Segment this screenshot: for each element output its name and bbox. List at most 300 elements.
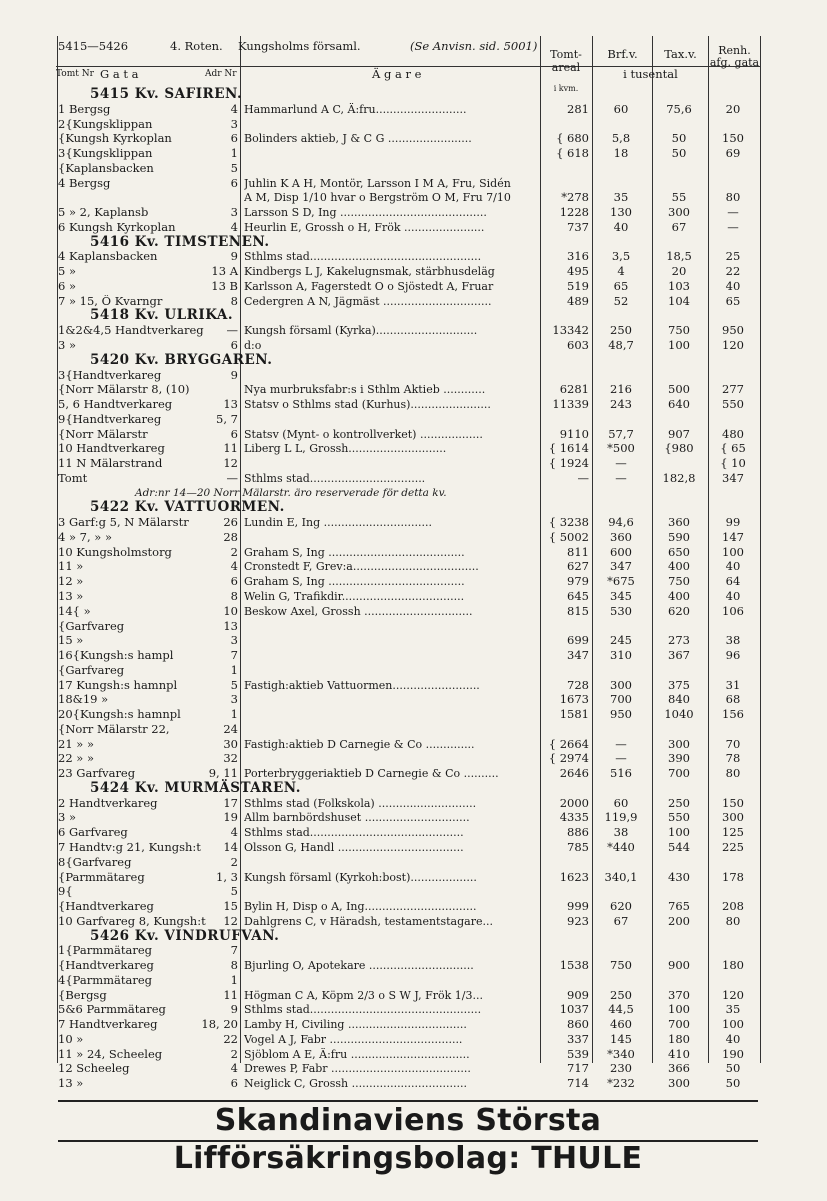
address-number: 5	[230, 884, 238, 898]
renh-value: 150	[722, 131, 744, 145]
owner: Fastigh:aktieb Vattuormen.........................	[244, 679, 480, 692]
owner: Heurlin E, Grossh o H, Frök .......................	[244, 221, 485, 234]
owner: Bjurling O, Apotekare ..............................	[244, 959, 474, 972]
tax-value: 590	[668, 530, 690, 544]
owner: Sthlms stad.................................................	[244, 1003, 482, 1016]
owner: Welin G, Trafikdir...................................	[244, 590, 465, 603]
street: 18&19 »	[58, 693, 109, 706]
owner: Lundin E, Ing ...............................	[244, 516, 432, 529]
renh-value: 31	[725, 678, 741, 692]
renh-value: 80	[725, 914, 741, 928]
address-number: 4	[230, 825, 238, 839]
address-number: 3	[230, 205, 238, 219]
street: 3 »	[58, 339, 77, 352]
address-number: 15	[223, 899, 238, 913]
tax-value: 500	[668, 382, 690, 396]
tomt-areal: 714	[567, 1076, 589, 1090]
address-number: —	[226, 471, 238, 485]
brf-value: —	[615, 471, 627, 485]
tomt-areal: { 3238	[548, 515, 589, 529]
renh-value: 22	[725, 264, 741, 278]
address-number: 17	[223, 796, 238, 810]
brf-value: 119,9	[604, 810, 638, 824]
tax-value: 67	[671, 220, 687, 234]
tax-value: 840	[668, 692, 690, 706]
tomt-areal: 1538	[559, 958, 589, 972]
brf-value: 460	[610, 1017, 632, 1031]
tax-value: {980	[664, 441, 694, 455]
street: 6 Garfvareg	[58, 826, 128, 839]
brf-value: 243	[610, 397, 632, 411]
renh-value: 300	[722, 810, 744, 824]
owner: Hammarlund A C, Ä:fru..........................	[244, 103, 467, 116]
tax-value: 104	[668, 294, 690, 308]
renh-value: 80	[725, 766, 741, 780]
parish: Kungsholms församl.	[238, 39, 361, 53]
section-heading: 5418 Kv. ULRIKA.	[90, 307, 234, 323]
rule-right	[760, 36, 761, 1063]
address-number: 19	[223, 810, 238, 824]
tomt-areal: 316	[567, 249, 589, 263]
street: 5 »	[58, 265, 77, 278]
street: 12 Scheeleg	[58, 1062, 130, 1075]
renh-value: 120	[722, 988, 744, 1002]
col-brf: Brf.v.	[607, 47, 638, 61]
section-heading: 5416 Kv. TIMSTENEN.	[90, 234, 270, 250]
tax-value: 100	[668, 1002, 690, 1016]
address-number: 6	[230, 338, 238, 352]
rule-owner	[240, 36, 241, 1063]
address-number: 3	[230, 117, 238, 131]
col-agare: Ä g a r e	[372, 67, 422, 81]
address-number: 18, 20	[201, 1017, 238, 1031]
brf-value: 345	[610, 589, 632, 603]
renh-value: 70	[725, 737, 741, 751]
street: Tomt	[58, 472, 88, 485]
address-number: 1	[230, 146, 238, 160]
owner: Kungsh församl (Kyrkoh:bost)...................	[244, 871, 477, 884]
owner: Sthlms stad............................................	[244, 826, 464, 839]
owner: Kungsh församl (Kyrka).............................	[244, 324, 478, 337]
col-tax: Tax.v.	[664, 47, 697, 61]
renh-value: 40	[725, 279, 741, 293]
tomt-areal: 627	[567, 559, 589, 573]
address-number: 1	[230, 973, 238, 987]
address-number: 4	[230, 102, 238, 116]
tomt-areal: { 618	[556, 146, 589, 160]
street: 2{Kungsklippan	[58, 118, 153, 131]
brf-value: *440	[607, 840, 635, 854]
address-number: 8	[230, 958, 238, 972]
street: 7 » 15, Ö Kvarngr	[58, 295, 163, 308]
owner: Porterbryggeriaktieb D Carnegie & Co ..........	[244, 767, 499, 780]
tomt-areal: 645	[567, 589, 589, 603]
tomt-areal: 489	[567, 294, 589, 308]
brf-value: *675	[607, 574, 635, 588]
brf-value: 60	[613, 796, 629, 810]
address-number: 4	[230, 1061, 238, 1075]
brf-value: 300	[610, 678, 632, 692]
tax-value: 375	[668, 678, 690, 692]
tomt-areal: 1037	[559, 1002, 589, 1016]
renh-value: 208	[722, 899, 744, 913]
owner: Högman C A, Köpm 2/3 o S W J, Frök 1/3...	[244, 989, 483, 1002]
owner: Dahlgrens C, v Häradsh, testamentstagare...	[244, 915, 493, 928]
brf-value: *340	[607, 1047, 635, 1061]
brf-value: 340,1	[604, 870, 638, 884]
address-number: 1	[230, 707, 238, 721]
owner: Kindbergs L J, Kakelugnsmak, stärbhusdeläg	[244, 265, 495, 278]
renh-value: 347	[722, 471, 744, 485]
renh-value: { 10	[720, 456, 746, 470]
tomt-areal: 2646	[559, 766, 589, 780]
owner: Fastigh:aktieb D Carnegie & Co ..............	[244, 738, 475, 751]
tomt-areal: 717	[567, 1061, 589, 1075]
brf-value: 60	[613, 102, 629, 116]
renh-value: 277	[722, 382, 744, 396]
brf-value: 52	[613, 294, 629, 308]
street: 12 »	[58, 575, 84, 588]
renh-value: 50	[725, 1076, 741, 1090]
tax-value: 18,5	[666, 249, 692, 263]
brf-value: *500	[607, 441, 635, 455]
owner: Bolinders aktieb, J & C G ........................	[244, 132, 472, 145]
street: 10 Handtverkareg	[58, 442, 165, 455]
tomt-areal: 860	[567, 1017, 589, 1031]
owner: Karlsson A, Fagerstedt O o Sjöstedt A, Fruar	[244, 280, 494, 293]
owner: Cedergren A N, Jägmäst ...............................	[244, 295, 492, 308]
owner: Statsv o Sthlms stad (Kurhus).......................	[244, 398, 491, 411]
renh-value: { 65	[720, 441, 746, 455]
brf-value: 130	[610, 205, 632, 219]
street: 5, 6 Handtverkareg	[58, 398, 173, 411]
section-heading: 5415 Kv. SAFIREN.	[90, 86, 243, 102]
renh-value: 180	[722, 958, 744, 972]
owner: Olsson G, Handl ....................................	[244, 841, 464, 854]
street: 1{Parmmätareg	[58, 944, 153, 957]
tomt-areal: 1581	[559, 707, 589, 721]
tax-value: 750	[668, 574, 690, 588]
street: 3{Handtverkareg	[58, 369, 162, 382]
address-number: 5, 7	[216, 412, 238, 426]
tomt-areal: 811	[567, 545, 589, 559]
brf-value: —	[615, 737, 627, 751]
tax-value: 620	[668, 604, 690, 618]
address-number: 4	[230, 559, 238, 573]
address-number: 10	[223, 604, 238, 618]
col-tusental: i tusental	[623, 67, 678, 81]
street: 9{Handtverkareg	[58, 413, 162, 426]
tax-value: 370	[668, 988, 690, 1002]
brf-value: 5,8	[611, 131, 631, 145]
tax-value: 400	[668, 559, 690, 573]
owner: Juhlin K A H, Montör, Larsson I M A, Fru, Sidén	[244, 177, 511, 190]
renh-value: 950	[722, 323, 744, 337]
tomt-areal: 281	[567, 102, 589, 116]
tomt-areal: 6281	[559, 382, 589, 396]
brf-value: —	[615, 751, 627, 765]
tax-value: 400	[668, 589, 690, 603]
tax-value: 200	[668, 914, 690, 928]
street: {Garfvareg	[58, 664, 125, 677]
address-number: 13 B	[211, 279, 238, 293]
street: 7 Handtverkareg	[58, 1018, 158, 1031]
street: 7 Handtv:g 21, Kungsh:t	[58, 841, 201, 854]
renh-value: 99	[725, 515, 741, 529]
address-number: 2	[230, 1047, 238, 1061]
col-areal-unit: i kvm.	[553, 84, 579, 93]
tomt-areal: 785	[567, 840, 589, 854]
address-number: 9	[230, 249, 238, 263]
address-number: 9	[230, 368, 238, 382]
brf-value: 245	[610, 633, 632, 647]
address-number: 9	[230, 1002, 238, 1016]
owner: Nya murbruksfabr:s i Sthlm Aktieb ............	[244, 383, 486, 396]
street: 13 »	[58, 590, 84, 603]
tomt-areal: 815	[567, 604, 589, 618]
owner: Sthlms stad.................................	[244, 472, 426, 485]
tax-value: 360	[668, 515, 690, 529]
renh-value: 40	[725, 559, 741, 573]
tax-value: 700	[668, 1017, 690, 1031]
renh-value: 225	[722, 840, 744, 854]
tomt-areal: 1228	[559, 205, 589, 219]
brf-value: 3,5	[611, 249, 631, 263]
street: 4{Parmmätareg	[58, 974, 153, 987]
renh-value: 65	[725, 294, 741, 308]
section-heading: 5424 Kv. MURMÄSTAREN.	[90, 780, 301, 796]
col-gata: G a t a	[100, 67, 139, 81]
brf-value: 250	[610, 988, 632, 1002]
renh-value: 78	[725, 751, 741, 765]
brf-value: 950	[610, 707, 632, 721]
brf-value: 35	[613, 190, 629, 204]
street: 6 »	[58, 280, 77, 293]
tomt-areal: { 5002	[548, 530, 589, 544]
tax-value: 650	[668, 545, 690, 559]
street: 4 Kaplansbacken	[58, 250, 158, 263]
tomt-areal: 4335	[559, 810, 589, 824]
tomt-areal: 2000	[559, 796, 589, 810]
address-number: 12	[223, 914, 238, 928]
tomt-areal: 1673	[559, 692, 589, 706]
tomt-areal: { 1614	[548, 441, 589, 455]
address-number: 13	[223, 619, 238, 633]
tomt-areal: 699	[567, 633, 589, 647]
tax-value: 410	[668, 1047, 690, 1061]
tax-value: 367	[668, 648, 690, 662]
street: {Garfvareg	[58, 620, 125, 633]
address-number: 7	[230, 943, 238, 957]
street: 2 Handtverkareg	[58, 797, 158, 810]
tax-value: 55	[671, 190, 687, 204]
tax-value: 907	[668, 427, 690, 441]
brf-value: 620	[610, 899, 632, 913]
address-number: 2	[230, 855, 238, 869]
address-number: 6	[230, 427, 238, 441]
address-number: 4	[230, 220, 238, 234]
brf-value: 57,7	[608, 427, 634, 441]
tomt-areal: 999	[567, 899, 589, 913]
tax-value: 180	[668, 1032, 690, 1046]
address-number: 5	[230, 678, 238, 692]
renh-value: —	[727, 205, 739, 219]
owner: Lamby H, Civiling ..................................	[244, 1018, 467, 1031]
street: 22 » »	[58, 752, 95, 765]
tax-value: 700	[668, 766, 690, 780]
street: 4 Bergsg	[58, 177, 111, 190]
col-adr-nr: Adr Nr	[205, 69, 237, 79]
tax-value: 50	[671, 146, 687, 160]
tomt-areal: { 1924	[548, 456, 589, 470]
address-number: 6	[230, 574, 238, 588]
street: {Kaplansbacken	[58, 162, 154, 175]
owner: Drewes P, Fabr ........................................	[244, 1062, 471, 1075]
address-number: 1	[230, 663, 238, 677]
brf-value: 360	[610, 530, 632, 544]
address-number: 26	[223, 515, 238, 529]
street: 20{Kungsh:s hamnpl	[58, 708, 181, 721]
renh-value: —	[727, 220, 739, 234]
district: 4. Roten.	[170, 39, 223, 53]
address-number: 13	[223, 397, 238, 411]
brf-value: *232	[607, 1076, 635, 1090]
street: 11 N Mälarstrand	[58, 457, 163, 470]
tax-value: 20	[671, 264, 687, 278]
renh-value: 25	[725, 249, 741, 263]
street: 10 Kungsholmstorg	[58, 546, 172, 559]
address-number: 1, 3	[216, 870, 238, 884]
street: 23 Garfvareg	[58, 767, 136, 780]
street: 11 »	[58, 560, 84, 573]
page-range: 5415—5426	[58, 39, 129, 53]
col-tomt-areal: Tomt- areal	[550, 48, 582, 74]
brf-value: 230	[610, 1061, 632, 1075]
owner: Allm barnbördshuset ..............................	[244, 811, 470, 824]
tax-value: 550	[668, 810, 690, 824]
address-number: 28	[223, 530, 238, 544]
street: {Handtverkareg	[58, 900, 154, 913]
address-number: 32	[223, 751, 238, 765]
address-number: 9, 11	[208, 766, 238, 780]
col-renh: Renh. afg. gata	[709, 44, 760, 69]
street: 17 Kungsh:s hamnpl	[58, 679, 178, 692]
street: {Norr Mälarstr 8, (10)	[58, 383, 190, 396]
street: 6 Kungsh Kyrkoplan	[58, 221, 176, 234]
address-number: 12	[223, 456, 238, 470]
tax-value: 75,6	[666, 102, 692, 116]
brf-value: 4	[617, 264, 625, 278]
street: {Norr Mälarstr	[58, 428, 148, 441]
street: 10 Garfvareg 8, Kungsh:t	[58, 915, 206, 928]
address-number: 14	[223, 840, 238, 854]
brf-value: 65	[613, 279, 629, 293]
owner: A M, Disp 1/10 hvar o Bergström O M, Fru 7/10	[244, 191, 511, 204]
street: 11 » 24, Scheeleg	[58, 1048, 163, 1061]
brf-value: 44,5	[608, 1002, 634, 1016]
brf-value: 18	[613, 146, 629, 160]
renh-value: 125	[722, 825, 744, 839]
address-number: 8	[230, 589, 238, 603]
street: 9{	[58, 885, 73, 898]
renh-value: 40	[725, 1032, 741, 1046]
renh-value: 147	[722, 530, 744, 544]
tax-value: 273	[668, 633, 690, 647]
tax-value: 765	[668, 899, 690, 913]
street: {Norr Mälarstr 22,	[58, 723, 170, 736]
street: 13 »	[58, 1077, 84, 1090]
owner: Sthlms stad.................................................	[244, 250, 482, 263]
renh-value: 120	[722, 338, 744, 352]
renh-value: 156	[722, 707, 744, 721]
owner: Sthlms stad (Folkskola) ............................	[244, 797, 477, 810]
street: 3{Kungsklippan	[58, 147, 153, 160]
brf-value: —	[615, 456, 627, 470]
address-number: —	[226, 323, 238, 337]
tomt-areal: 737	[567, 220, 589, 234]
brf-value: 600	[610, 545, 632, 559]
renh-value: 40	[725, 589, 741, 603]
brf-value: 38	[613, 825, 629, 839]
street: 5 » 2, Kaplansb	[58, 206, 149, 219]
tomt-areal: 1623	[559, 870, 589, 884]
street: {Parmmätareg	[58, 871, 145, 884]
address-number: 5	[230, 161, 238, 175]
renh-value: 64	[725, 574, 741, 588]
renh-value: 50	[725, 1061, 741, 1075]
address-number: 22	[223, 1032, 238, 1046]
address-number: 3	[230, 692, 238, 706]
tomt-areal: —	[577, 471, 589, 485]
col-tomt-nr: Tomt Nr	[56, 69, 94, 79]
tax-value: 430	[668, 870, 690, 884]
advertisement-banner: Skandinaviens Största Lifförsäkringsbolag: THULE	[58, 1100, 758, 1142]
renh-value: 96	[725, 648, 741, 662]
tax-value: 300	[668, 205, 690, 219]
address-number: 6	[230, 1076, 238, 1090]
section-heading: 5420 Kv. BRYGGAREN.	[90, 352, 273, 368]
renh-value: 68	[725, 692, 741, 706]
address-number: 24	[223, 722, 238, 736]
address-number: 6	[230, 131, 238, 145]
renh-value: 100	[722, 1017, 744, 1031]
street: 4 » 7, » »	[58, 531, 113, 544]
brf-value: 347	[610, 559, 632, 573]
tax-value: 100	[668, 825, 690, 839]
address-number: 3	[230, 633, 238, 647]
tax-value: 250	[668, 796, 690, 810]
tax-value: 182,8	[662, 471, 696, 485]
tomt-areal: 495	[567, 264, 589, 278]
street: 16{Kungsh:s hampl	[58, 649, 174, 662]
street: 21 » »	[58, 738, 95, 751]
tomt-areal: *278	[561, 190, 589, 204]
renh-value: 106	[722, 604, 744, 618]
owner: Sjöblom A E, Ä:fru ..................................	[244, 1048, 470, 1061]
renh-value: 35	[725, 1002, 741, 1016]
brf-value: 216	[610, 382, 632, 396]
renh-value: 550	[722, 397, 744, 411]
tomt-areal: 337	[567, 1032, 589, 1046]
tax-value: 103	[668, 279, 690, 293]
street: 10 »	[58, 1033, 84, 1046]
brf-value: 310	[610, 648, 632, 662]
tax-value: 640	[668, 397, 690, 411]
brf-value: 250	[610, 323, 632, 337]
street: {Handtverkareg	[58, 959, 154, 972]
tax-value: 100	[668, 338, 690, 352]
brf-value: 94,6	[608, 515, 634, 529]
